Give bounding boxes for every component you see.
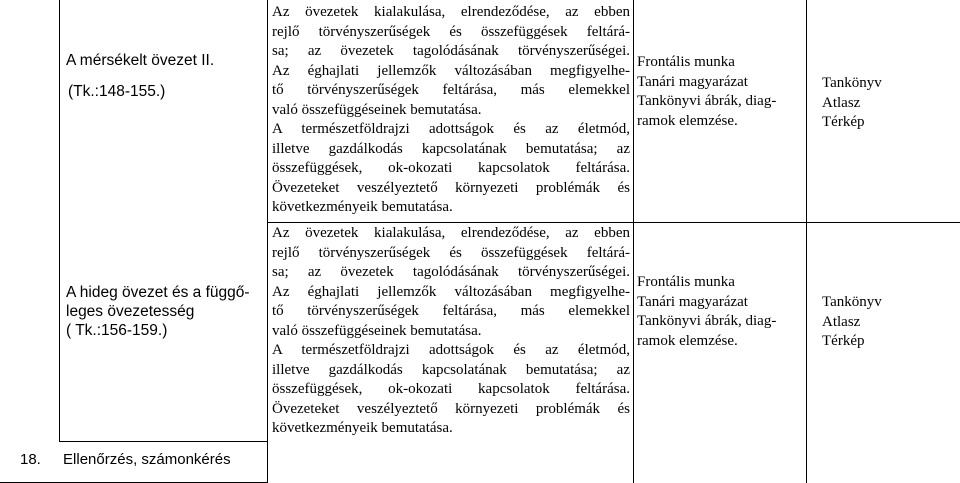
description-line: illetve gazdálkodás kapcsolatának bemutatása; az: [272, 361, 630, 378]
description-line: összefüggések, ok-okozati kapcsolatok feltárása.: [272, 160, 630, 176]
tools-cell: [822, 293, 932, 352]
description-line: rejlő törvényszerűségek és összefüggések feltárá-: [272, 244, 630, 261]
tool-item: Tankönyv: [822, 75, 882, 91]
row-divider: [59, 441, 267, 442]
description-line: való összefüggéseinek bemutatása.: [272, 101, 482, 118]
tool-item: Tankönyv: [822, 294, 882, 310]
topic-title: A mérsékelt övezet II.: [66, 52, 215, 69]
topic-title: leges övezetesség: [66, 303, 195, 320]
column-divider: [806, 0, 807, 483]
description-line: illetve gazdálkodás kapcsolatának bemutatása; az: [272, 140, 630, 157]
row-divider: [267, 222, 960, 223]
tool-item: Atlasz: [822, 313, 861, 330]
topic-cell: [66, 283, 262, 340]
column-divider: [633, 0, 634, 483]
tools-cell: [822, 74, 932, 133]
description-line: rejlő törvényszerűségek és összefüggések feltárá-: [272, 23, 630, 40]
description-line: tő törvényszerűségek feltárása, más elemekkel: [272, 303, 630, 319]
description-line: következményeik bemutatása.: [272, 199, 453, 215]
method-line: Frontális munka: [637, 274, 735, 290]
method-line: Tanári magyarázat: [637, 73, 748, 90]
description-line: tő törvényszerűségek feltárása, más elemekkel: [272, 82, 630, 98]
methods-cell: [637, 53, 787, 131]
tool-item: Atlasz: [822, 94, 861, 111]
description-line: következményeik bemutatása.: [272, 420, 453, 436]
method-line: ramok elemzése.: [637, 332, 738, 349]
description-line: sa; az övezetek tagolódásának törvényszerűségei.: [272, 264, 630, 280]
method-line: ramok elemzése.: [637, 112, 738, 129]
description-line: összefüggések, ok-okozati kapcsolatok feltárása.: [272, 381, 630, 397]
method-line: Frontális munka: [637, 54, 735, 70]
description-line: Az éghajlati jellemzők változásában megfigyelhe-: [272, 62, 630, 79]
topic-title: A hideg övezet és a függő-: [66, 284, 250, 301]
description-line: A természetföldrajzi adottságok és az életmód,: [272, 342, 630, 358]
description-line: Az éghajlati jellemzők változásában megfigyelhe-: [272, 283, 630, 300]
column-divider: [267, 0, 268, 483]
method-line: Tankönyvi ábrák, diag-: [637, 313, 777, 329]
description-cell: [272, 224, 630, 439]
description-line: Az övezetek kialakulása, elrendeződése, az ebben: [272, 225, 630, 241]
section-heading: [20, 450, 231, 470]
description-line: Az övezetek kialakulása, elrendeződése, az ebben: [272, 4, 630, 20]
section-title: Ellenőrzés, számonkérés: [63, 451, 231, 468]
description-line: Övezeteket veszélyeztető környezeti problémák és: [272, 179, 630, 196]
description-line: Övezeteket veszélyeztető környezeti problémák és: [272, 400, 630, 417]
method-line: Tankönyvi ábrák, diag-: [637, 93, 777, 109]
topic-cell: [66, 51, 262, 101]
tool-item: Térkép: [822, 333, 865, 349]
method-line: Tanári magyarázat: [637, 293, 748, 310]
topic-pages: (Tk.:148-155.): [68, 83, 166, 100]
description-line: sa; az övezetek tagolódásának törvényszerűségei.: [272, 43, 630, 59]
methods-cell: [637, 273, 787, 351]
description-cell: [272, 3, 630, 218]
description-line: való összefüggéseinek bemutatása.: [272, 322, 482, 339]
description-line: A természetföldrajzi adottságok és az életmód,: [272, 121, 630, 137]
topic-pages: ( Tk.:156-159.): [66, 322, 168, 339]
column-divider: [59, 0, 60, 442]
tool-item: Térkép: [822, 114, 865, 130]
section-number: 18.: [20, 451, 41, 468]
